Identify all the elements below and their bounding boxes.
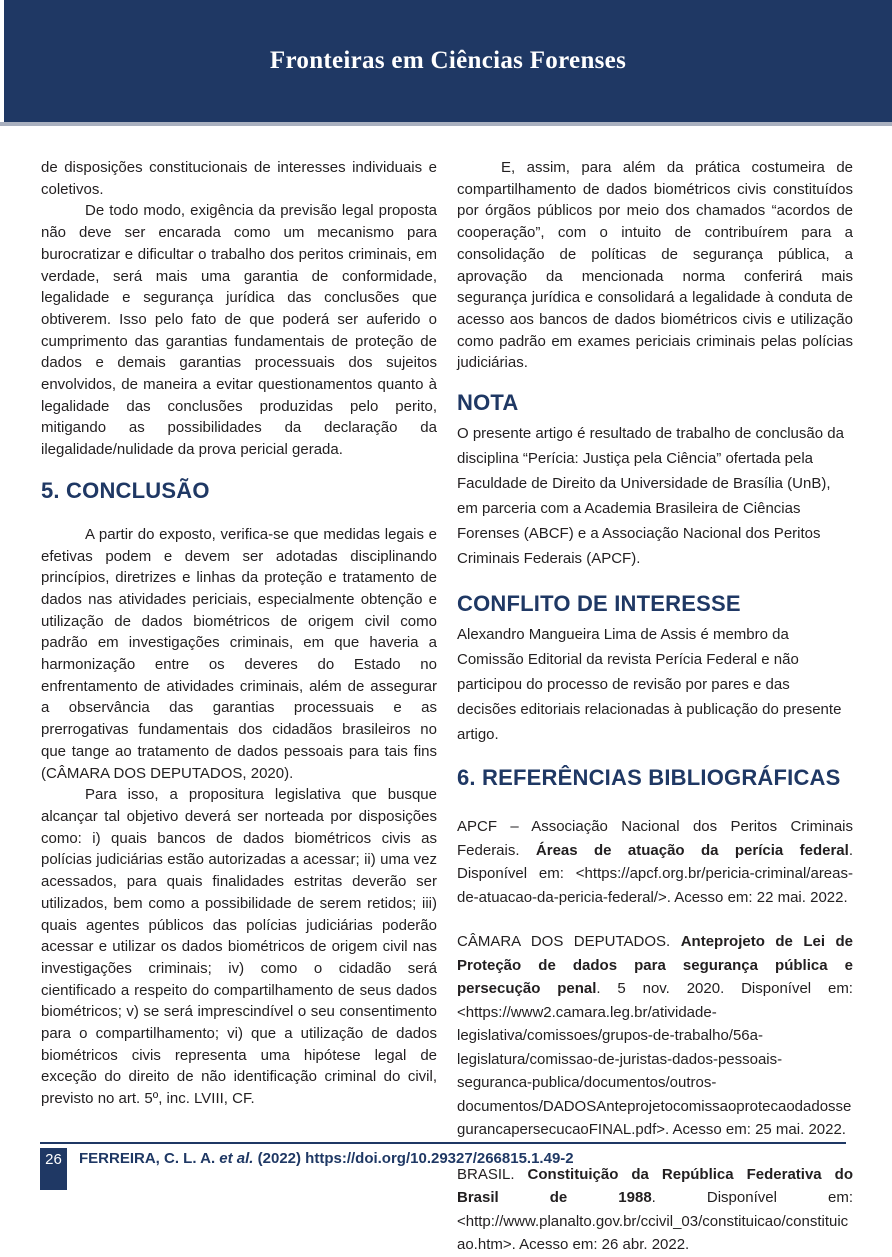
footer-divider: [40, 1142, 846, 1144]
conflito-text: Alexandro Mangueira Lima de Assis é membro da Comissão Editorial da revista Perícia Federal e não participou do processo de revisão por pares e das decisões editoriais relacionadas à publicação do presente artigo.: [457, 626, 842, 744]
section-heading-conflito: CONFLITO DE INTERESSE: [457, 591, 741, 617]
page-number-badge: [40, 1148, 67, 1190]
paragraph-e-assim: E, assim, para além da prática costumeira de compartilhamento de dados biométricos civis constituídos por órgãos públicos por meio dos chamados “acordos de cooperação”, com o intuito de contribuírem para a consolidação de políticas de segurança pública, a aprovação da mencionada norma conferirá mais segurança jurídica e consolidará a legalidade à conduta de acesso aos bancos de dados biométricos civis e utilização como padrão em exames periciais criminais pelas polícias judiciárias.: [457, 159, 853, 372]
journal-header-band: [4, 0, 892, 122]
right-column: [457, 157, 853, 1257]
paragraph-continuation: de disposições constitucionais de interesses individuais e coletivos.: [41, 159, 437, 198]
reference-camara: CÂMARA DOS DEPUTADOS. Anteprojeto de Lei de Proteção de dados para segurança pública e persecução penal. 5 nov. 2020. Disponível em: <https://www2.camara.leg.br/atividade-legislativa/comissoes/grupos-de-trabalho/56a-legislatura/comissao-de-juristas-dados-pessoais-seguranca-publica/documentos/outros-documentos/DADOSAnteprojetocomissaoprotecaodadossegurancapersecucaoFINAL.pdf>. Acesso em: 25 mai. 2022.: [457, 933, 853, 1139]
section-heading-nota: NOTA: [457, 390, 519, 416]
paragraph-a-partir: A partir do exposto, verifica-se que medidas legais e efetivas podem e devem ser adotadas disciplinando princípios, diretrizes e linhas da proteção e tratamento de dados nas atividades periciais, especialmente obtenção e utilização de dados biométricos de origem civil como padrão em investigações criminais, em que haveria a harmonização entre os deveres do Estado no enfrentamento de atividades criminais, além de assegurar a observância das garantias processuais e as prerrogativas fundamentais dos cidadãos brasileiros no que tange ao tratamento de dados pessoais para tais fins (CÂMARA DOS DEPUTADOS, 2020).: [41, 525, 437, 782]
paragraph-para-isso: Para isso, a propositura legislativa que busque alcançar tal objetivo deverá ser norteada por disposições como: i) quais bancos de dados biométricos civis as polícias judiciárias estão autorizadas a acessar; ii) uma vez acessados, para quais finalidades estritas deverão ser utilizados, bem como a possibilidade de serem retidos; iii) quais agentes públicos das polícias judiciárias poderão acessar e utilizar os dados biométricos de origem civil nas investigações criminais; iv) como o cidadão será cientificado a respeito do compartilhamento de seus dados biométricos; v) se será imprescindível o seu consentimento para o compartilhamento; vi) que a utilização de dados biométricos civis representa uma hipótese legal de exceção do direito de não identificação criminal do civil, previsto no art. 5º, inc. LVIII, CF.: [41, 786, 437, 1108]
left-column: [41, 157, 437, 1257]
section-heading-conclusao: 5. CONCLUSÃO: [41, 477, 210, 503]
running-citation: FERREIRA, C. L. A. et al. (2022) https://doi.org/10.29327/266815.1.49-2: [79, 1150, 574, 1167]
page-number: 26: [45, 1151, 62, 1168]
reference-apcf: APCF – Associação Nacional dos Peritos Criminais Federais. Áreas de atuação da perícia federal. Disponível em: <https://apcf.org.br/pericia-criminal/areas-de-atuacao-da-pericia-federal/>. Acesso em: 22 mai. 2022.: [457, 818, 853, 906]
journal-title: Fronteiras em Ciências Forenses: [269, 47, 627, 74]
nota-text: O presente artigo é resultado de trabalho de conclusão da disciplina “Perícia: Justiça pela Ciência” ofertada pela Faculdade de Direito da Universidade de Brasília (UnB), em parceria com a Academia Brasileira de Ciências Forenses (ABCF) e a Associação Nacional dos Peritos Criminais Federais (APCF).: [457, 425, 844, 568]
paragraph-de-todo-modo: De todo modo, exigência da previsão legal proposta não deve ser encarada como um mecanismo para burocratizar e dificultar o trabalho dos peritos criminais, em verdade, será mais uma garantia de conformidade, legalidade e segurança jurídica das conclusões que obtiverem. Isso pelo fato de que poderá ser auferido o cumprimento das garantias fundamentais de proteção de dados e demais garantias processuais dos sujeitos envolvidos, de maneira a evitar questionamentos quanto à legalidade das conclusões produzidas pelo perito, mitigando as possibilidades da declaração da ilegalidade/nulidade da prova pericial gerada.: [41, 202, 437, 459]
section-heading-referencias: 6. REFERÊNCIAS BIBLIOGRÁFICAS: [457, 765, 841, 791]
header-underline: [0, 122, 892, 126]
article-body: [41, 157, 853, 1257]
reference-brasil: BRASIL. Constituição da República Federativa do Brasil de 1988. Disponível em: <http://www.planalto.gov.br/ccivil_03/constituicao/constituicao.htm>. Acesso em: 26 abr. 2022.: [457, 1165, 853, 1254]
